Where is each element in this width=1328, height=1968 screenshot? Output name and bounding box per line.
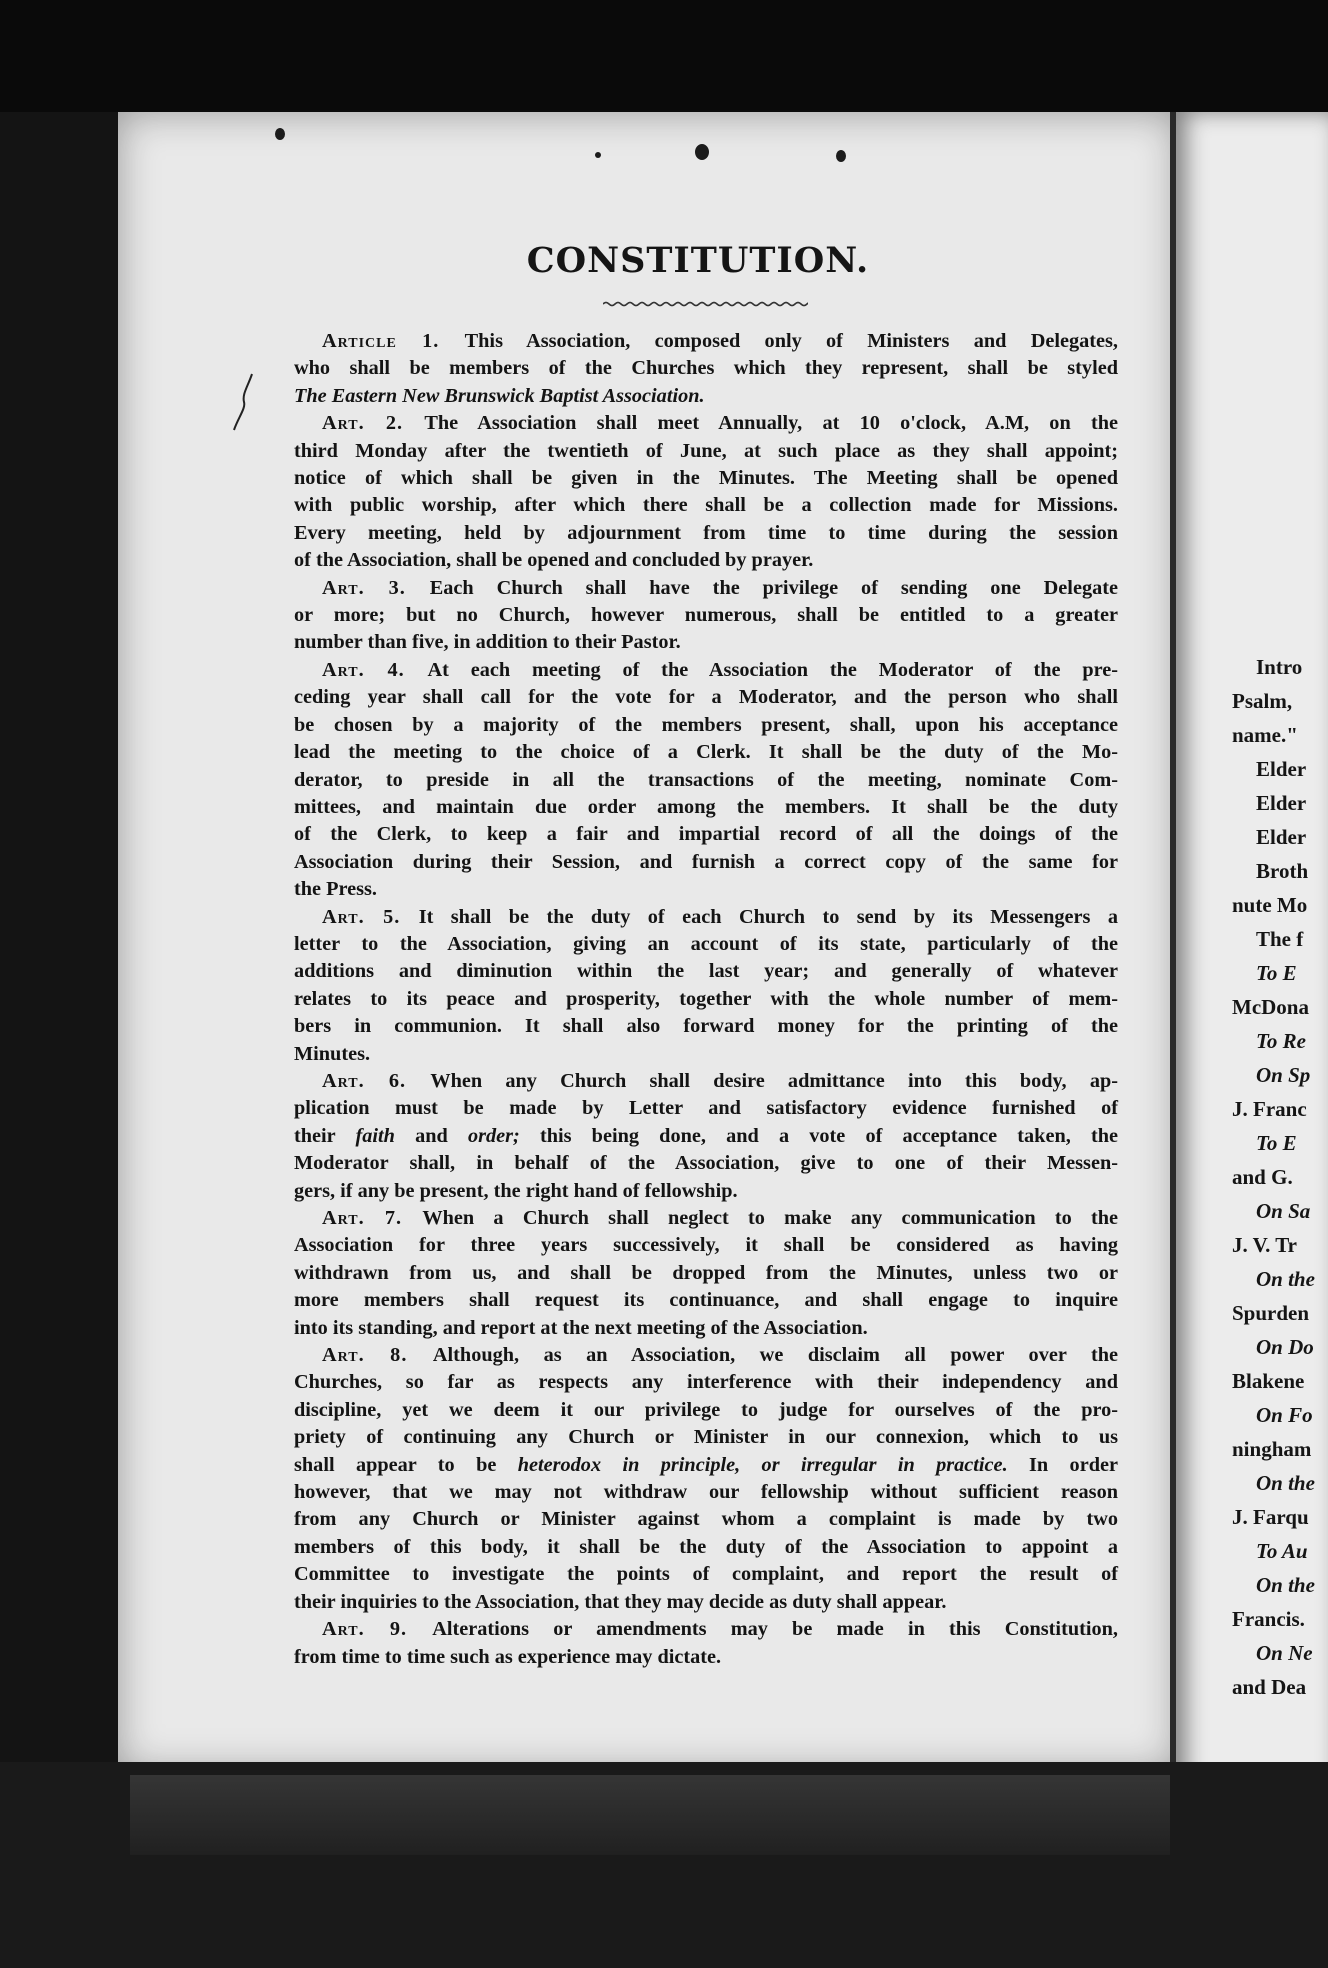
article-line-text: with public worship, after which there shall be a collection made for Missions.: [294, 494, 1118, 517]
article-line: [294, 1260, 1118, 1287]
facing-page-fragment: Blakene: [1232, 1369, 1305, 1393]
article-label: Art. 6.: [322, 1069, 431, 1092]
article-line: [294, 931, 1118, 958]
article-line: [294, 575, 1118, 602]
scan-top-border: [0, 0, 1328, 112]
facing-page-fragment: J. Franc: [1232, 1097, 1307, 1121]
article-line: [294, 328, 1118, 355]
article-label: Art. 3.: [322, 576, 430, 599]
article-line-text: relates to its peace and prosperity, together with the whole number of mem-: [294, 987, 1118, 1010]
article-line-text: withdrawn from us, and shall be dropped from the Minutes, unless two or: [294, 1261, 1118, 1284]
article-line-text: third Monday after the twentieth of June, at such place as they shall appoint;: [294, 439, 1118, 462]
facing-page-fragment: On Sa: [1256, 1199, 1311, 1223]
article-line-text: however, that we may not withdraw our fellowship without sufficient reason: [294, 1481, 1118, 1504]
facing-page-fragment: On the: [1256, 1267, 1315, 1291]
article-label: Art. 9.: [322, 1618, 433, 1641]
article-line-text: letter to the Association, giving an account of its state, particularly of the: [294, 932, 1118, 955]
facing-page-fragment: ningham: [1232, 1437, 1312, 1461]
article-line-text: who shall be members of the Churches which they represent, shall be styled: [294, 357, 1118, 380]
article-line: [294, 821, 1118, 848]
article-line: [294, 1150, 1118, 1177]
facing-page-fragment: J. V. Tr: [1232, 1233, 1297, 1257]
article-line-text: additions and diminution within the last year; and generally of whatever: [294, 960, 1118, 983]
article-4: [294, 657, 1118, 904]
article-line-text: Each Church shall have the privilege of sending one Delegate: [429, 576, 1118, 599]
article-line-text: into its standing, and report at the next meeting of the Association.: [294, 1316, 868, 1339]
article-line-text: Moderator shall, in behalf of the Association, give to one of their Messen-: [294, 1152, 1118, 1175]
article-2: [294, 410, 1118, 574]
scan-smudge: [130, 1775, 1170, 1855]
page-title: CONSTITUTION.: [526, 240, 870, 281]
article-line-text: When a Church shall neglect to make any communication to the: [422, 1207, 1118, 1229]
article-line-text: from any Church or Minister against whom a complaint is made by two: [294, 1508, 1118, 1531]
article-line: [294, 1013, 1118, 1040]
article-line: [294, 876, 1118, 903]
facing-page-fragment: Elder: [1256, 791, 1307, 815]
article-line: [294, 1123, 1118, 1150]
article-line-text: lead the meeting to the choice of a Clerk. It shall be the duty of the Mo-: [294, 741, 1118, 764]
article-line-text: members of this body, it shall be the duty of the Association to appoint a: [294, 1535, 1118, 1558]
facing-page-fragment: On Do: [1256, 1335, 1314, 1359]
article-line-text: Churches, so far as respects any interference with their independency and: [294, 1371, 1118, 1394]
article-line-text: their inquiries to the Association, that they may decide as duty shall appear.: [294, 1590, 947, 1613]
article-label: Art. 5.: [322, 905, 419, 928]
facing-page-fragment: Francis.: [1232, 1607, 1305, 1631]
article-line: [294, 1397, 1118, 1424]
article-line: [294, 1534, 1118, 1561]
article-6: [294, 1068, 1118, 1205]
article-line-text: Minutes.: [294, 1042, 371, 1065]
article-line: [294, 1369, 1118, 1396]
article-line: [294, 739, 1118, 766]
article-line: [294, 657, 1118, 684]
article-line: [294, 1506, 1118, 1533]
article-line-text: When any Church shall desire admittance into this body, ap-: [430, 1069, 1118, 1092]
article-line-text: Every meeting, held by adjournment from time to time during the session: [294, 521, 1118, 544]
article-3: [294, 575, 1118, 657]
association-styled-name: The Eastern New Brunswick Baptist Association.: [294, 384, 705, 407]
facing-page-fragment: Broth: [1256, 859, 1309, 883]
article-line-text: shall appear to be heterodox in principle, or irregular in practice. In order: [294, 1453, 1118, 1476]
facing-page-fragment: and Dea: [1232, 1675, 1307, 1699]
article-line: [294, 1178, 1118, 1205]
facing-page-text-fragments: [1232, 650, 1328, 1704]
article-8: [294, 1342, 1118, 1616]
article-line: [294, 1315, 1118, 1342]
article-line: [294, 958, 1118, 985]
article-line-text: or more; but no Church, however numerous, shall be entitled to a greater: [294, 604, 1118, 627]
article-line-text: It shall be the duty of each Church to send by its Messengers a: [418, 905, 1118, 928]
article-line-text: The Association shall meet Annually, at 10 o'clock, A.M, on the: [424, 412, 1118, 435]
article-line: [294, 1068, 1118, 1095]
article-line-text: the Press.: [294, 878, 377, 901]
article-line: [294, 629, 1118, 656]
article-line: [294, 849, 1118, 876]
facing-page-fragment: To Au: [1256, 1539, 1308, 1563]
article-line-text: discipline, yet we deem it our privilege to judge for ourselves of the pro-: [294, 1398, 1118, 1421]
facing-page-fragment: Intro: [1256, 655, 1303, 679]
article-line-text: gers, if any be present, the right hand of fellowship.: [294, 1179, 738, 1202]
article-line: [294, 438, 1118, 465]
article-line-text: mittees, and maintain due order among the members. It shall be the duty: [294, 795, 1118, 818]
facing-page-fragment: Spurden: [1232, 1301, 1310, 1325]
facing-page-fragment: On Fo: [1256, 1403, 1313, 1427]
article-line: [294, 794, 1118, 821]
facing-page-fragment: On the: [1256, 1471, 1315, 1495]
article-9: [294, 1616, 1118, 1671]
article-line: [294, 1479, 1118, 1506]
article-label: Article 1.: [322, 330, 465, 352]
margin-pencil-mark: [230, 372, 260, 432]
article-line-text: ceding year shall call for the vote for a Moderator, and the person who shall: [294, 686, 1118, 709]
article-line-text: Committee to investigate the points of complaint, and report the result of: [294, 1563, 1118, 1586]
facing-page-fragment: To E: [1256, 1131, 1297, 1155]
article-line-text: their faith and order; this being done, and a vote of acceptance taken, the: [294, 1124, 1118, 1147]
article-line-text: of the Association, shall be opened and concluded by prayer.: [294, 549, 814, 572]
article-line: [294, 602, 1118, 629]
article-line: [294, 1616, 1118, 1643]
article-line: [294, 1561, 1118, 1588]
article-line: [294, 712, 1118, 739]
article-line: [294, 767, 1118, 794]
article-line: [294, 1041, 1118, 1068]
article-line-text: This Association, composed only of Ministers and Delegates,: [464, 330, 1118, 352]
article-line: [294, 1232, 1118, 1259]
article-label: Art. 4.: [322, 658, 428, 681]
facing-page-fragment: On Ne: [1256, 1641, 1313, 1665]
facing-page-fragment: On the: [1256, 1573, 1315, 1597]
article-line-text: Although, as an Association, we disclaim all power over the: [432, 1344, 1119, 1367]
article-line: [294, 1287, 1118, 1314]
facing-page-fragment: and G.: [1232, 1165, 1293, 1189]
article-line: [294, 1424, 1118, 1451]
article-line-text: derator, to preside in all the transactions of the meeting, nominate Com-: [294, 768, 1118, 791]
article-line: [294, 520, 1118, 547]
article-line: [294, 1589, 1118, 1616]
article-line-text: bers in communion. It shall also forward money for the printing of the: [294, 1015, 1118, 1038]
article-7: [294, 1205, 1118, 1342]
article-line-text: Association for three years successively, it shall be considered as having: [294, 1234, 1118, 1257]
facing-page-fragment: The f: [1256, 927, 1304, 951]
article-line-text: At each meeting of the Association the Moderator of the pre-: [427, 658, 1118, 681]
article-line: [294, 1342, 1118, 1369]
facing-page-fragment: Psalm,: [1232, 689, 1293, 713]
article-label: Art. 8.: [322, 1344, 433, 1367]
facing-page-fragment: Elder: [1256, 825, 1307, 849]
article-line-text: more members shall request its continuance, and shall engage to inquire: [294, 1289, 1118, 1312]
constitution-text: [294, 328, 1118, 1671]
article-line: [294, 410, 1118, 437]
article-line-text: priety of continuing any Church or Minister in our connexion, which to us: [294, 1426, 1118, 1449]
article-line: [294, 684, 1118, 711]
article-line: [294, 1644, 1118, 1671]
article-line: [294, 355, 1118, 382]
article-line-text: of the Clerk, to keep a fair and impartial record of all the doings of the: [294, 823, 1118, 846]
article-line: [294, 1452, 1118, 1479]
facing-page-fragment: J. Farqu: [1232, 1505, 1309, 1529]
facing-page-fragment: To E: [1256, 961, 1297, 985]
facing-page-fragment: name.": [1232, 723, 1298, 747]
article-line: [294, 1095, 1118, 1122]
article-line-text: plication must be made by Letter and satisfactory evidence furnished of: [294, 1097, 1118, 1120]
article-line-text: Association during their Session, and furnish a correct copy of the same for: [294, 850, 1118, 873]
article-label: Art. 2.: [322, 412, 425, 435]
facing-page-fragment: Elder: [1256, 757, 1307, 781]
facing-page-fragment: nute Mo: [1232, 893, 1308, 917]
article-line-text: be chosen by a majority of the members present, shall, upon his acceptance: [294, 713, 1118, 736]
article-line-text: from time to time such as experience may dictate.: [294, 1645, 722, 1668]
article-line: [294, 492, 1118, 519]
facing-page-fragment: McDona: [1232, 995, 1309, 1019]
title-rule-ornament: [603, 300, 808, 308]
article-line: [294, 547, 1118, 574]
article-line-text: number than five, in addition to their Pastor.: [294, 631, 681, 654]
article-line: [294, 986, 1118, 1013]
facing-page-fragment: To Re: [1256, 1029, 1306, 1053]
article-line: [294, 465, 1118, 492]
article-line: [294, 1205, 1118, 1232]
article-line: [294, 904, 1118, 931]
article-5: [294, 904, 1118, 1068]
facing-page-fragment: On Sp: [1256, 1063, 1311, 1087]
article-1: [294, 328, 1118, 410]
article-label: Art. 7.: [322, 1207, 423, 1229]
article-line-text: Alterations or amendments may be made in this Constitution,: [432, 1618, 1118, 1641]
article-line-text: notice of which shall be given in the Minutes. The Meeting shall be opened: [294, 467, 1118, 490]
